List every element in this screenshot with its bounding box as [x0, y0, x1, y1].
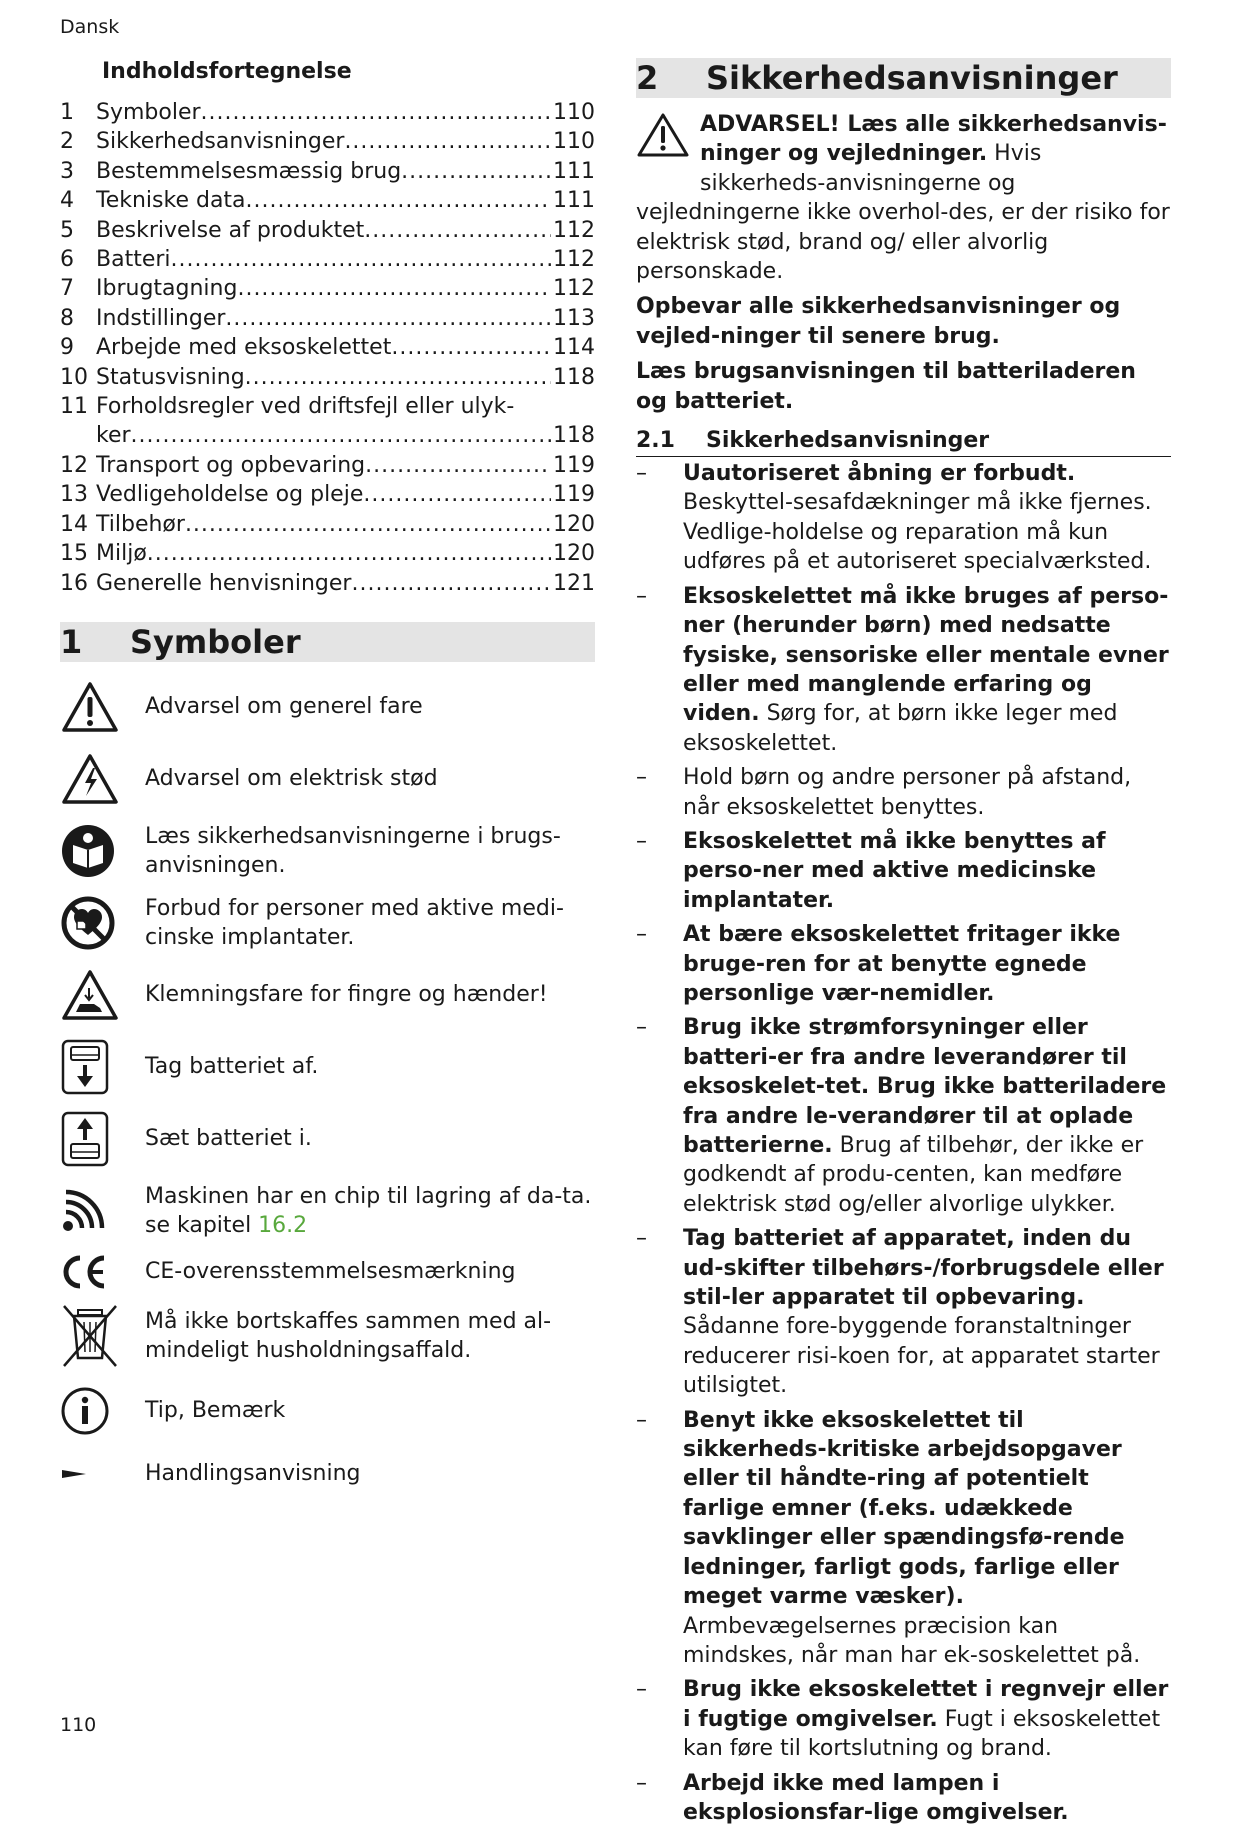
crossed-bin-icon — [60, 1302, 145, 1370]
toc-entry-number: 12 — [60, 452, 88, 478]
toc-entry-page: 111 — [553, 158, 595, 184]
toc-entry[interactable] — [60, 451, 595, 480]
symbol-description: Læs sikkerhedsanvisningerne i brugs-anvisningen. — [145, 823, 561, 878]
symbol-description: Handlingsanvisning — [145, 1461, 361, 1487]
toc-entry-label: Tekniske data — [96, 188, 246, 214]
toc-entry-number: 8 — [60, 305, 74, 331]
toc-entry-label: Transport og opbevaring — [96, 452, 366, 478]
warning-notice — [636, 110, 1171, 286]
toc-entry-number: 16 — [60, 570, 88, 596]
toc-entry-page: 114 — [553, 335, 595, 361]
toc-entry[interactable] — [60, 363, 595, 392]
list-item: – Benyt ikke eksoskelettet til sikkerheds-kritiske arbejdsopgaver eller til håndte-ring af potentielt farlige emner (f.eks. udækkede savklinger eller spændingsfø-rende ledninger, farligt gods, farlige eller meget varme væsker). Armbevægelsernes præcision kan mindskes, når man har ek-soskelettet på. — [636, 1407, 1141, 1668]
toc-entry-label: Symboler — [96, 100, 201, 125]
battery-remove-icon — [60, 1038, 145, 1096]
toc-entry[interactable] — [60, 216, 595, 245]
toc-entry-number: 14 — [60, 511, 88, 537]
symbol-description: Må ikke bortskaffes sammen med al-mindeligt husholdningsaffald. — [145, 1308, 552, 1363]
no-implant-icon — [60, 895, 145, 951]
list-item: – Tag batteriet af apparatet, inden du ud-skifter tilbehørs-/forbrugsdele eller stil-ler apparatet til opbevaring. Sådanne fore-byggende foranstaltninger reducerer risi-koen for, at apparatet starter utilsigtet. — [636, 1226, 1164, 1399]
pinch-hazard-icon — [60, 968, 145, 1022]
symbol-row — [60, 892, 595, 954]
toc-entry-number: 5 — [60, 217, 74, 243]
language-label: Dansk — [60, 16, 120, 38]
toc-entry-page: 118 — [553, 364, 595, 390]
toc-entry-label: ker — [96, 423, 131, 449]
toc-entry-page: 118 — [553, 423, 595, 449]
toc-entry-number: 10 — [60, 364, 88, 390]
section-title: Sikkerhedsanvisninger — [706, 59, 1118, 97]
info-icon — [60, 1386, 145, 1436]
section-heading-symbols — [60, 622, 595, 662]
symbol-row — [60, 676, 595, 738]
subsection-number: 2.1 — [636, 428, 675, 454]
read-manual-icon — [60, 823, 145, 879]
list-item: – Arbejd ikke med lampen i eksplosionsfar-lige omgivelser. — [636, 1770, 1069, 1825]
toc-entry-label: Batteri — [96, 247, 171, 273]
read-charger-manual-paragraph: Læs brugsanvisningen til batteriladeren og batteriet. — [636, 359, 1136, 414]
symbol-description: Advarsel om generel fare — [145, 694, 423, 720]
warning-triangle-icon — [636, 112, 694, 170]
toc-entry-page: 121 — [553, 570, 595, 596]
toc-entry[interactable] — [60, 539, 595, 568]
symbol-description: Maskinen har en chip til lagring af da-ta. se kapitel 16.2 — [145, 1183, 592, 1238]
toc-entry[interactable] — [60, 186, 595, 215]
list-item: – Brug ikke eksoskelettet i regnvejr eller i fugtige omgivelser. Fugt i eksoskelettet kan føre til kortslutning og brand. — [636, 1677, 1169, 1762]
toc-entry-page: 113 — [553, 305, 595, 331]
toc-entry-number: 15 — [60, 541, 88, 567]
toc-entry-label: Miljø — [96, 541, 147, 567]
toc-entry-label: Vedligeholdelse og pleje — [96, 482, 364, 508]
toc-entry-label: Ibrugtagning — [96, 276, 238, 302]
symbol-row — [60, 964, 595, 1026]
symbol-row — [60, 1252, 595, 1292]
toc-entry-number: 11 — [60, 394, 88, 420]
toc-entry-number: 13 — [60, 482, 88, 508]
symbol-description: Sæt batteriet i. — [145, 1126, 312, 1152]
left-column — [60, 58, 595, 1506]
toc-entry[interactable] — [60, 392, 595, 421]
toc-entry-page: 110 — [553, 100, 595, 125]
toc-entry[interactable] — [60, 274, 595, 303]
symbol-description: Forbud for personer med aktive medi-cinske implantater. — [145, 895, 564, 950]
symbol-description: Tag batteriet af. — [145, 1054, 319, 1080]
toc-entry-page: 120 — [553, 511, 595, 537]
toc-list — [60, 98, 595, 598]
list-item: – Uautoriseret åbning er forbudt. Beskyttel-sesafdækninger må ikke fjernes. Vedlige-holdelse og reparation må kun udføres på et autoriseret specialværksted. — [636, 461, 1152, 575]
electric-shock-icon — [60, 752, 145, 806]
warning-text: ADVARSEL! Læs alle sikkerhedsanvis-ninger og vejledninger. Hvis sikkerheds-anvisningerne og vejledningerne ikke overhol-des, er der risiko for elektrisk stød, brand og/ eller alvorlig personskade. — [636, 112, 1170, 285]
symbol-description: Advarsel om elektrisk stød — [145, 766, 438, 792]
toc-entry[interactable] — [60, 98, 595, 127]
toc-entry[interactable] — [60, 480, 595, 509]
symbol-row — [60, 1108, 595, 1170]
toc-entry-page: 110 — [553, 129, 595, 155]
symbol-description: CE-overensstemmelsesmærkning — [145, 1259, 516, 1285]
chip-wireless-icon — [60, 1188, 145, 1234]
toc-title: Indholdsfortegnelse — [102, 59, 352, 84]
chapter-reference-link[interactable]: 16.2 — [258, 1212, 308, 1238]
toc-entry-page: 112 — [553, 247, 595, 273]
toc-entry-page: 112 — [553, 217, 595, 243]
action-arrow-icon — [60, 1467, 145, 1481]
toc-entry[interactable] — [60, 304, 595, 333]
symbol-row — [60, 748, 595, 810]
symbol-row — [60, 1302, 595, 1370]
toc-entry-label: Arbejde med eksoskelettet — [96, 335, 392, 361]
toc-entry-number: 2 — [60, 129, 74, 155]
list-item: – Eksoskelettet må ikke benyttes af perso-ner med aktive medicinske implantater. — [636, 828, 1106, 913]
symbol-description: Tip, Bemærk — [145, 1398, 286, 1424]
toc-entry-label: Tilbehør — [96, 511, 185, 537]
list-item: – At bære eksoskelettet fritager ikke bruge-ren for at benytte egnede personlige vær-nemidler. — [636, 922, 1121, 1006]
toc-entry-label: Bestemmelsesmæssig brug — [96, 158, 402, 184]
section-title: Symboler — [130, 622, 301, 661]
page-number: 110 — [60, 1714, 97, 1736]
toc-entry-label: Generelle henvisninger — [96, 570, 352, 596]
symbol-row — [60, 1380, 595, 1442]
symbol-row — [60, 1180, 595, 1242]
toc-entry-label: Forholdsregler ved driftsfejl eller ulyk- — [96, 394, 515, 420]
toc-entry[interactable] — [60, 569, 595, 598]
toc-entry-label: Beskrivelse af produktet — [96, 217, 365, 243]
symbol-row — [60, 1452, 595, 1496]
subsection-heading — [636, 426, 1171, 457]
section-heading-safety — [636, 58, 1171, 98]
ce-mark-icon — [60, 1254, 145, 1290]
toc-entry[interactable] — [60, 127, 595, 156]
symbol-list — [60, 676, 595, 1496]
toc-entry-number: 6 — [60, 247, 74, 273]
toc-entry-number: 3 — [60, 158, 74, 184]
toc-entry-page: 120 — [553, 541, 595, 567]
toc-entry[interactable] — [60, 333, 595, 362]
list-item: – Brug ikke strømforsyninger eller batteri-er fra andre leverandører til eksoskelet-tet. Brug ikke batteriladere fra andre le-verandører til at oplade batterierne. Brug af tilbehør, der ikke er godkendt af produ-centen, kan medføre elektrisk stød og/eller alvorlige ulykker. — [636, 1015, 1167, 1217]
keep-instructions-paragraph: Opbevar alle sikkerhedsanvisninger og vejled-ninger til senere brug. — [636, 294, 1121, 349]
list-item: – Eksoskelettet må ikke bruges af perso-ner (herunder børn) med nedsatte fysiske, sensoriske eller mentale evner eller med manglende erfaring og viden. Sørg for, at børn ikke leger med eksoskelettet. — [636, 583, 1169, 756]
list-item: – Hold børn og andre personer på afstand, når eksoskelettet benyttes. — [636, 765, 1132, 820]
toc-entry-label: Statusvisning — [96, 364, 245, 390]
toc-entry-label: Indstillinger — [96, 305, 226, 331]
section-number: 2 — [636, 59, 659, 97]
toc-entry-number: 9 — [60, 335, 74, 361]
section-number: 1 — [60, 622, 83, 661]
symbol-description: Klemningsfare for fingre og hænder! — [145, 982, 548, 1008]
right-column — [636, 58, 1171, 1832]
toc-entry-page: 119 — [553, 482, 595, 508]
subsection-title: Sikkerhedsanvisninger — [706, 428, 990, 454]
toc-entry-number: 7 — [60, 276, 74, 302]
toc-entry-number: 1 — [60, 100, 74, 125]
toc-entry-page: 112 — [553, 276, 595, 302]
symbol-row — [60, 1036, 595, 1098]
toc-entry-number: 4 — [60, 188, 74, 214]
battery-insert-icon — [60, 1110, 145, 1168]
warning-triangle-icon — [60, 680, 145, 734]
toc-entry-continued[interactable] — [60, 421, 595, 450]
toc-entry-label: Sikkerhedsanvisninger — [96, 129, 345, 155]
toc-entry[interactable] — [60, 245, 595, 274]
symbol-row — [60, 820, 595, 882]
toc-entry[interactable] — [60, 510, 595, 539]
safety-bullet-list — [636, 459, 1171, 1827]
toc-entry[interactable] — [60, 157, 595, 186]
toc-entry-page: 119 — [553, 452, 595, 478]
toc-entry-page: 111 — [553, 188, 595, 214]
